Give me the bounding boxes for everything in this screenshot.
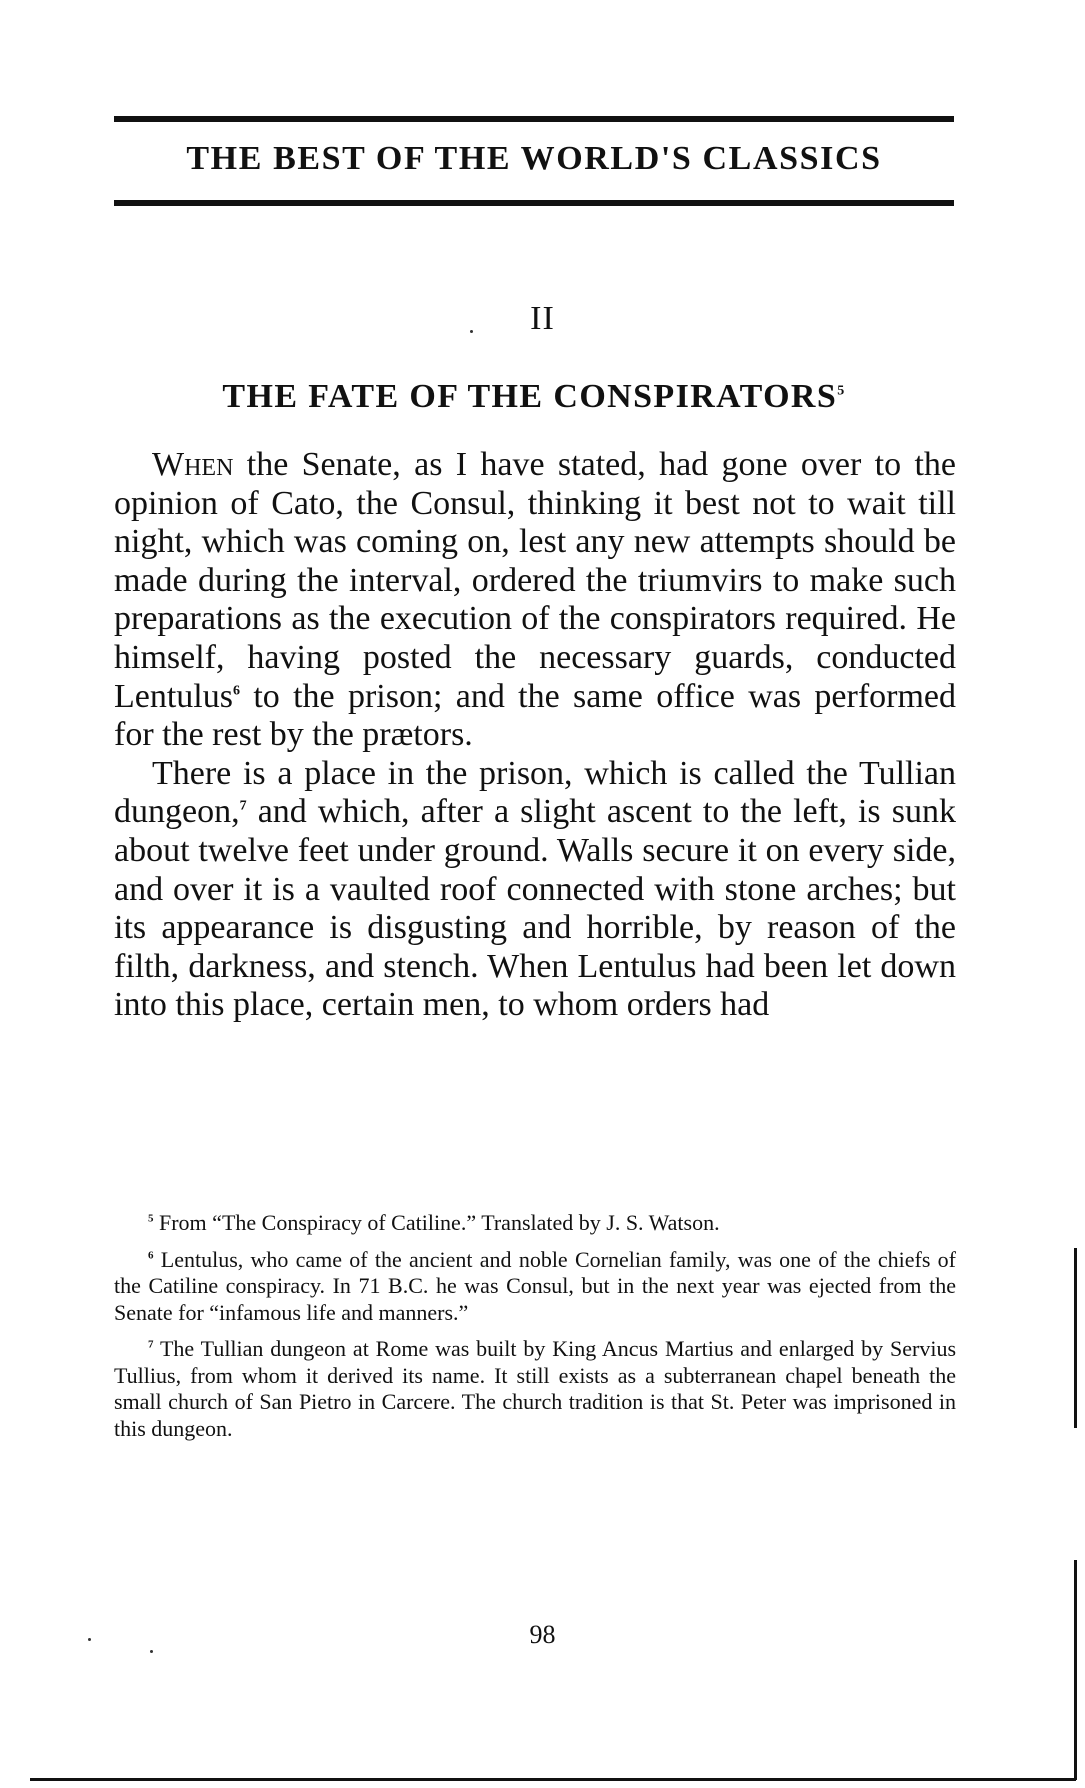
- footnote-ref-5: 5: [837, 383, 846, 399]
- paragraph-1: [114, 446, 956, 755]
- paragraph-2-part-a: There is a place in the prison, which is called the Tullian dungeon,: [114, 754, 956, 831]
- paragraph-2: [114, 755, 956, 1025]
- footnote-ref-6: 6: [232, 683, 240, 699]
- footnote-ref-7: 7: [239, 799, 247, 815]
- scan-speck: [470, 330, 473, 333]
- scan-edge-line: [30, 1778, 1076, 1781]
- scan-speck: [88, 1638, 91, 1641]
- paragraph-1-part-b: to the prison; and the same office was performed for the rest by the prætors.: [114, 677, 956, 754]
- footnote-number: 7: [148, 1338, 154, 1351]
- page-number: 98: [529, 1620, 556, 1649]
- footnote: [114, 1210, 956, 1237]
- scan-edge-line: [1074, 1560, 1077, 1780]
- footnote: [114, 1247, 956, 1327]
- body-text: [114, 446, 956, 1025]
- footnotes: [114, 1210, 956, 1452]
- chapter-number: II: [530, 300, 555, 337]
- paragraph-2-part-b: and which, after a slight ascent to the left, is sunk about twelve feet under ground. Walls secure it on every side, and over it is a vaulted roof connected with stone arches; but its appearance is disgusting and horrible, by reason of the filth, darkness, and stench. When Lentulus had been let down into this place, certain men, to whom orders had: [114, 793, 956, 1024]
- scan-speck: [150, 1650, 153, 1653]
- top-rule: [114, 116, 954, 122]
- chapter-title-text: THE FATE OF THE CONSPIRATORS: [222, 378, 838, 415]
- footnote-text: Lentulus, who came of the ancient and noble Cornelian family, was one of the chiefs of the Catiline conspiracy. In 71 B.C. he was Consul, but in the next year was ejected from the Senate for “infamous life and manners.”: [114, 1246, 957, 1325]
- paragraph-opening-word: When: [152, 446, 234, 483]
- footnote-text: The Tullian dungeon at Rome was built by King Ancus Martius and enlarged by Servius Tullius, from whom it derived its name. It still exists as a subterranean chapel beneath the small church of San Pietro in Carcere. The church tradition is that St. Peter was imprisoned in this dungeon.: [114, 1336, 957, 1441]
- footnote-text: From “The Conspiracy of Catiline.” Translated by J. S. Watson.: [159, 1210, 720, 1235]
- footnote-number: 6: [148, 1249, 154, 1262]
- footnote-number: 5: [148, 1212, 154, 1225]
- scan-edge-line: [1074, 1248, 1077, 1428]
- chapter-title: [114, 378, 954, 416]
- footnote: [114, 1336, 956, 1442]
- running-head-rule: [114, 200, 954, 206]
- running-head: THE BEST OF THE WORLD'S CLASSICS: [186, 140, 882, 177]
- paragraph-1-part-a: the Senate, as I have stated, had gone over to the opinion of Cato, the Consul, thinking it best not to wait till night, which was coming on, lest any new attempts should be made during the interval, ordered the triumvirs to make such preparations as the execution of the conspirators required. He himself, having posted the necessary guards, conducted Lentulus: [114, 446, 956, 715]
